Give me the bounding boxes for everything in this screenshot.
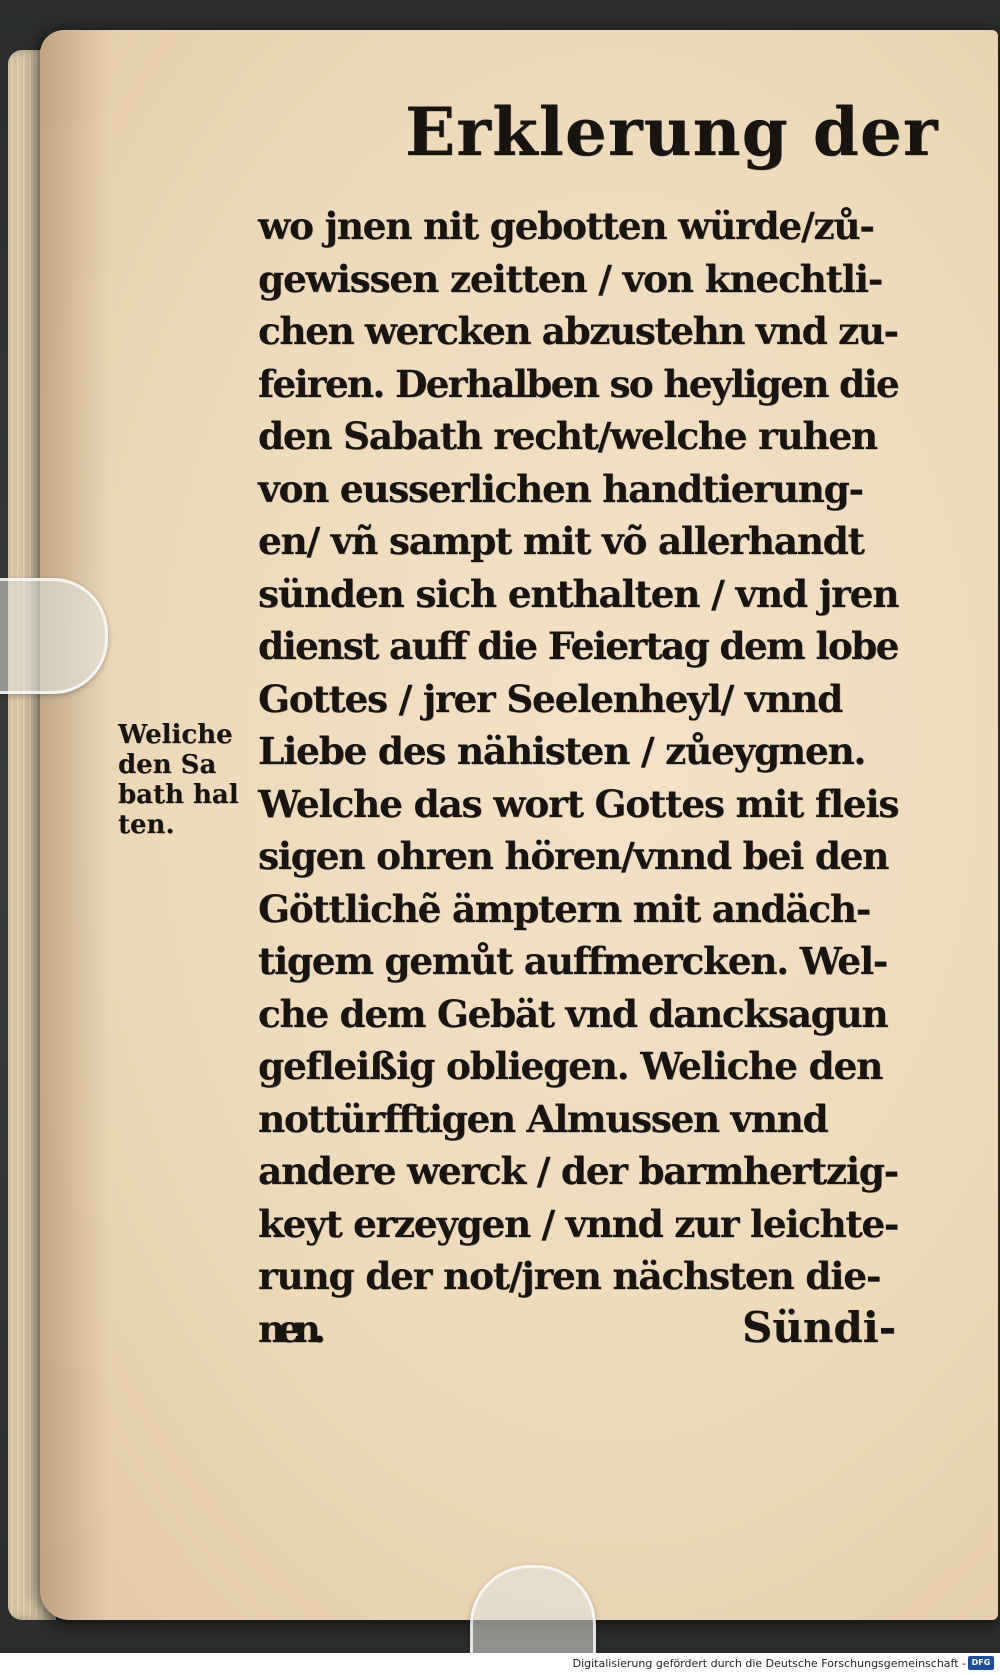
footer-credit: Digitalisierung gefördert durch die Deutsche Forschungsgemeinschaft - <box>572 1657 966 1670</box>
text-line: nottürfftigen Almussen vnnd <box>258 1096 828 1141</box>
margin-note-line: ten. <box>118 810 175 840</box>
text-line: Göttlichẽ ämptern mit andäch- <box>258 886 870 931</box>
margin-note-line: Weliche <box>118 720 233 750</box>
text-line: dienst auff die Feiertag dem lobe <box>258 624 898 668</box>
text-line: gefleißig obliegen. Weliche den <box>258 1044 883 1088</box>
text-line: wo jnen nit gebotten würde/zů- <box>258 204 874 248</box>
text-line: tigem gemůt auffmercken. Wel- <box>258 939 887 983</box>
text-line: gewissen zeitten / von knechtli- <box>258 256 883 301</box>
dfg-logo: DFG <box>968 1656 994 1670</box>
text-line: nen. <box>258 1306 319 1351</box>
text-line: che dem Gebät vnd dancksagun <box>258 991 888 1036</box>
text-line: andere werck / der barmhertzig- <box>258 1149 898 1193</box>
text-line: von eusserlichen handtierung- <box>258 466 863 511</box>
margin-note-line: den Sa <box>118 750 217 780</box>
margin-note <box>118 720 258 840</box>
margin-note-line: bath hal <box>118 780 239 810</box>
text-line: chen wercken abzustehn vnd zu- <box>258 309 898 353</box>
text-line: rung der not/jren nächsten die- <box>258 1254 881 1298</box>
text-line: en/ vñ sampt mit võ allerhandt <box>258 519 864 563</box>
gutter-shadow <box>40 30 110 1620</box>
text-line: sigen ohren hören/vnnd bei den <box>258 834 889 878</box>
text-line: den Sabath recht/welche ruhen <box>258 414 877 458</box>
body-text <box>258 200 928 1355</box>
text-line: keyt erzeygen / vnnd zur leichte- <box>258 1201 898 1246</box>
catchword: Sündi- <box>742 1303 897 1352</box>
text-line: feiren. Derhalben so heyligen die <box>258 361 898 406</box>
text-line: Gottes / jrer Seelenheyl/ vnnd <box>258 676 843 721</box>
page-heading: Erklerung der <box>405 93 939 171</box>
page-clip-left <box>0 578 108 694</box>
text-line: Liebe des nähisten / zůeygnen. <box>258 729 866 773</box>
text-line: sünden sich enthalten / vnd jren <box>258 571 899 616</box>
text-line: Welche das wort Gottes mit fleis <box>258 781 899 826</box>
